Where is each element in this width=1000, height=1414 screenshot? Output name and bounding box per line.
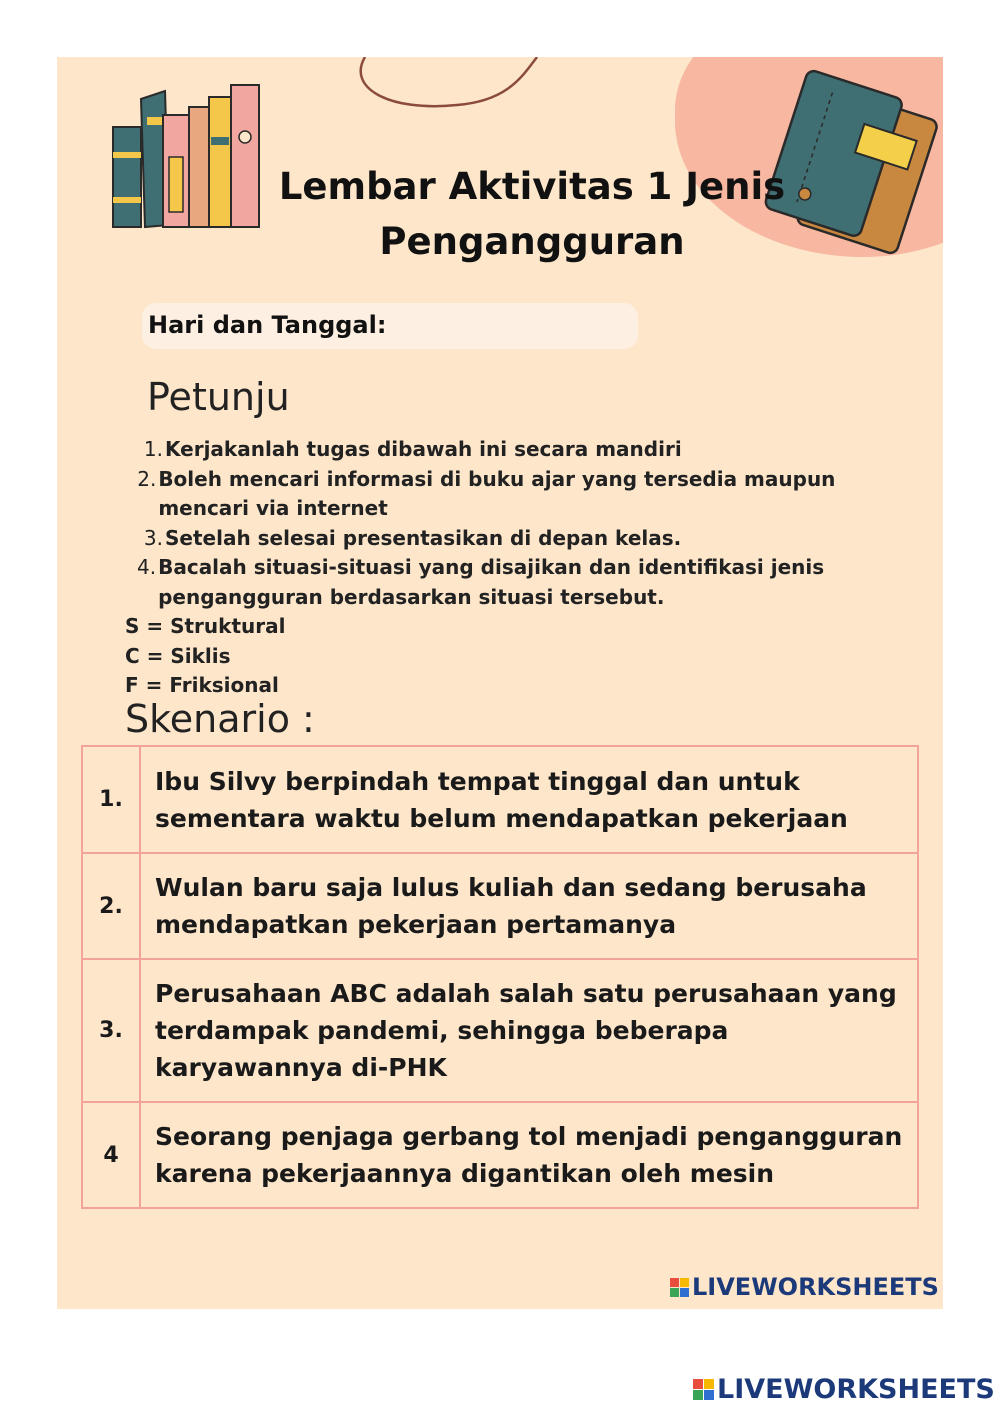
instruction-text: Kerjakanlah tugas dibawah ini secara mandiri <box>165 437 682 461</box>
instruction-item <box>137 524 837 554</box>
code-item: S = Struktural <box>125 614 286 638</box>
table-row <box>82 853 918 959</box>
instruction-item <box>137 553 837 612</box>
code-item: C = Siklis <box>125 643 231 668</box>
instruction-text: Boleh mencari informasi di buku ajar yang tersedia maupun mencari via internet <box>158 466 836 520</box>
worksheet <box>57 57 943 1309</box>
logo-text: LIVEWORKSHEETS <box>692 1273 939 1301</box>
code-item: F = Friksional <box>125 673 279 697</box>
instructions-list <box>137 435 837 612</box>
instruction-text: Setelah selesai presentasikan di depan kelas. <box>165 525 682 550</box>
instruction-number: 4. <box>137 555 157 579</box>
scenario-text: Perusahaan ABC adalah salah satu perusahaan yang terdampak pandemi, sehingga beberapa karyawannya di-PHK <box>140 959 918 1102</box>
scenario-text: Wulan baru saja lulus kuliah dan sedang berusaha mendapatkan pekerjaan pertamanya <box>140 853 918 959</box>
scenario-heading: Skenario : <box>125 697 315 741</box>
scenario-number: 1. <box>82 746 140 853</box>
code-legend <box>125 612 285 701</box>
instructions-heading: Petunju <box>147 375 290 419</box>
instruction-number: 3. <box>143 525 163 550</box>
instruction-number: 2. <box>137 466 157 491</box>
date-field[interactable] <box>142 303 638 349</box>
table-row <box>82 959 918 1102</box>
liveworksheets-mark-icon <box>670 1278 689 1297</box>
liveworksheets-logo-sheet <box>670 1273 939 1301</box>
title-line-1: Lembar Aktivitas 1 Jenis <box>278 165 786 208</box>
scenario-number: 3. <box>82 959 140 1102</box>
table-row <box>82 746 918 853</box>
instruction-item <box>137 435 837 465</box>
table-row <box>82 1102 918 1208</box>
scenario-table <box>81 745 919 1209</box>
date-label: Hari dan Tanggal: <box>148 311 387 339</box>
instruction-text: Bacalah situasi-situasi yang disajikan dan identifikasi jenis pengangguran berdasarkan situasi tersebut. <box>158 555 825 609</box>
page-title <box>267 159 797 269</box>
books-icon <box>107 77 267 232</box>
scenario-number: 4 <box>82 1102 140 1208</box>
scenario-number: 2. <box>82 853 140 959</box>
squiggle-decoration <box>347 57 547 117</box>
scenario-text: Seorang penjaga gerbang tol menjadi pengangguran karena pekerjaannya digantikan oleh mesin <box>140 1102 918 1208</box>
scenario-text: Ibu Silvy berpindah tempat tinggal dan untuk sementara waktu belum mendapatkan pekerjaan <box>140 746 918 853</box>
liveworksheets-mark-icon <box>693 1379 714 1400</box>
instruction-number: 1. <box>143 437 163 461</box>
liveworksheets-logo-page <box>693 1374 995 1405</box>
logo-text: LIVEWORKSHEETS <box>717 1374 995 1405</box>
title-line-2: Pengangguran <box>379 220 685 263</box>
instruction-item <box>137 465 837 524</box>
